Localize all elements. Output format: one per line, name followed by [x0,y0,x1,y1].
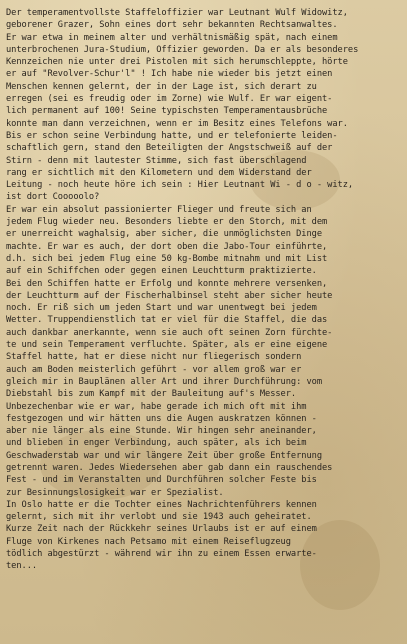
text-line: d.h. sich bei jedem Flug eine 50 kg-Bombe mitnahm und mit List [6,253,328,264]
text-line: Diebstahl bis zum Kampf mit der Bauleitung auf's Messer. [6,389,297,400]
text-line: noch. Er riß sich um jeden Start und war unentwegt bei jedem [6,303,317,314]
text-line: Unbezechenbar wie er war, habe gerade ich mich oft mit ihm [6,401,307,412]
text-line: Kennzeichen nie unter drei Pistolen mit sich herumschleppte, hörte [6,57,348,68]
text-line: Stirn - denn mit lautester Stimme, sich fast überschlagend [6,155,307,166]
text-line: Bei den Schiffen hatte er Erfolg und konnte mehrere versenken, [6,278,328,289]
document-body [6,7,401,573]
text-line: In Oslo hatte er die Tochter eines Nachrichtenführers kennen [6,499,317,510]
text-line: ten... [6,561,38,572]
text-line: lich permanent auf 100! Seine typischsten Temperamentausbrüche [6,106,328,117]
text-line: machte. Er war es auch, der dort oben die Jabo-Tour einführte, [6,241,328,252]
text-line: Fest - und im Veranstalten und Durchführen solcher Feste bis [6,475,317,486]
text-line: jedem Flug wieder neu. Besonders liebte er den Storch, mit dem [6,217,328,228]
text-line: Geschwaderstab war und wir längere Zeit über große Entfernung [6,450,323,461]
text-line: festgezogen und wir hätten uns die Augen auskratzen können - [6,413,317,424]
text-line: Bis er schon seine Verbindung hatte, und er telefonierte leiden- [6,130,338,141]
text-line: geborener Grazer, Sohn eines dort sehr bekannten Rechtsanwaltes. [6,20,338,31]
text-line: Menschen kennen gelernt, der in der Lage ist, sich derart zu [6,81,317,92]
text-line: erregen (sei es freudig oder im Zorne) wie Wulf. Er war eigent- [6,94,333,105]
text-line: der Leuchtturm auf der Fischerhalbinsel steht aber sicher heute [6,290,333,301]
text-line: rang er sichtlich mit den Kilometern und dem Widerstand der [6,167,312,178]
text-line: zur Besinnungslosigkeit war er Spezialist. [6,487,224,498]
text-line: unterbrochenen Jura-Studium, Offizier geworden. Da er als besonderes [6,44,359,55]
text-line: auch dankbar anerkannte, wenn sie auch oft seinen Zorn fürchte- [6,327,333,338]
text-line: getrennt waren. Jedes Wiedersehen aber gab dann ein rauschendes [6,462,333,473]
text-line: gelernt, sich mit ihr verlobt und sie 1943 auch geheiratet. [6,512,312,523]
text-line: Kurze Zeit nach der Rückkehr seines Urlaubs ist er auf einem [6,524,317,535]
text-line: und blieben in enger Verbindung, auch später, als ich beim [6,438,307,449]
text-line: auch am Boden meisterlich geführt - vor allem groß war er [6,364,302,375]
text-line: Leitung - noch heute höre ich sein : Hier Leutnant Wi - d o - witz, [6,180,354,191]
text-line: auf ein Schiffchen oder gegen einen Leuchtturm praktizierte. [6,266,317,277]
text-line: er auf "Revolver-Schur'l" ! Ich habe nie wieder bis jetzt einen [6,69,333,80]
text-line: te und sein Temperament verfluchte. Später, als er eine eigene [6,340,328,351]
text-line: ist dort Cooooolo? [6,192,100,203]
text-line: gleich mir in Bauplänen aller Art und ihrer Durchführung: vom [6,376,323,387]
text-line: Der temperamentvollste Staffeloffizier war Leutnant Wulf Widowitz, [6,8,348,18]
text-line: Staffel hatte, hat er diese nicht nur fliegerisch sondern [6,352,302,363]
text-line: schaftlich gern, stand den Beteiligten der Angstschweiß auf der [6,143,333,154]
text-line: Wetter. Truppendienstlich tat er viel für die Staffel, die das [6,315,328,326]
text-line: Er war etwa in meinem alter und verhältnismäßig spät, nach einem [6,32,338,43]
text-line: aber nie länger als eine Stunde. Wir hingen sehr aneinander, [6,426,317,437]
text-line: konnte man dann verzeichnen, wenn er im Besitz eines Telefons war. [6,118,348,129]
text-line: Fluge von Kirkenes nach Petsamo mit einem Reiseflugzeug [6,536,291,547]
text-line: er unerreicht waghalsig, aber sicher, die unmöglichsten Dinge [6,229,323,240]
text-line: tödlich abgestürzt - während wir ihn zu einem Essen erwarte- [6,549,317,560]
text-line: Er war ein absolut passionierter Flieger und freute sich an [6,204,312,215]
